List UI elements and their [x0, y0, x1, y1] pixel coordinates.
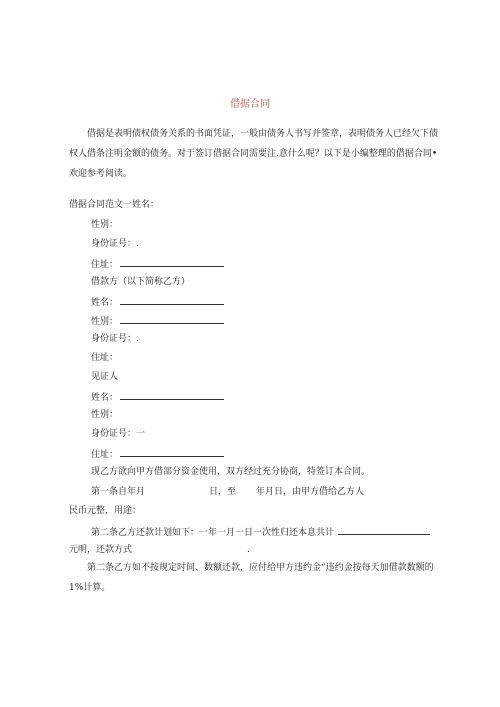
intro-paragraph: 借据是表明债权债务关系的书面凭证，一般由债务人书写并签章，表明债务人已经欠下债权人借条注明金额的债务。对于签订借据合同需要注.意什么呢？以下是小编整理的借据合同•欢迎参考阅读。: [69, 129, 439, 179]
borrower-gender-label: 性别：: [91, 317, 119, 327]
witness-address-label: 住址：: [91, 450, 119, 460]
lender-address-blank[interactable]: [120, 257, 224, 267]
article-2-amount-blank[interactable]: [338, 525, 430, 535]
sample-heading: 借据合同范文一姓名：: [69, 200, 160, 210]
lender-gender-label: 性别：: [91, 220, 119, 230]
lender-address-row: [91, 257, 224, 271]
borrower-gender-row: [91, 314, 224, 328]
article-2-plan: 第二条乙方还款计划如下：一年一月一日一次性归还本息共计: [91, 528, 335, 538]
article-2-end: .: [247, 545, 250, 555]
article-1-to: 日，至: [209, 487, 237, 497]
lender-address-label: 住址：: [91, 260, 119, 270]
article-1-start-date: 第一条自年月: [91, 487, 146, 497]
article-2-method: 元明，还款方式: [69, 545, 133, 555]
witness-name-label: 姓名：: [91, 393, 119, 403]
article-1-line-2: 民币元整，用途：: [69, 506, 142, 516]
witness-name-row: [91, 390, 224, 404]
witness-heading: 见证人: [91, 372, 119, 382]
witness-address-row: [91, 447, 224, 461]
borrower-heading: 借款方（以下简称乙方）: [91, 277, 191, 287]
witness-name-blank[interactable]: [120, 390, 224, 400]
document-title: 借据合同: [230, 99, 270, 110]
borrower-address-label: 住址：: [91, 353, 119, 363]
witness-gender-label: 性别：: [91, 410, 119, 420]
borrower-id-label: 身份证号：.: [91, 334, 139, 344]
article-3-paragraph: 第二条乙方如不按规定时间、数额还款，应付给甲方违约金“违约金按每天加借款数额的1%计算。: [69, 563, 434, 593]
borrower-name-label: 姓名：: [91, 298, 119, 308]
contract-preamble: 现乙方欲向甲方借部分资金使用，双方经过充分协商，特签订本合同。: [91, 467, 371, 477]
witness-id-label: 身份证号：一: [91, 429, 146, 439]
witness-address-blank[interactable]: [120, 447, 224, 457]
borrower-gender-blank[interactable]: [120, 314, 224, 324]
article-2-line-2: [69, 544, 250, 556]
article-1-end-date: 年月日，由甲方借给乙方人: [256, 487, 365, 497]
borrower-name-row: [91, 295, 224, 309]
borrower-name-blank[interactable]: [120, 295, 224, 305]
article-1-line-1: [91, 486, 364, 498]
article-2-line-1: [91, 525, 430, 539]
lender-id-label: 身份证号：.: [91, 239, 139, 249]
